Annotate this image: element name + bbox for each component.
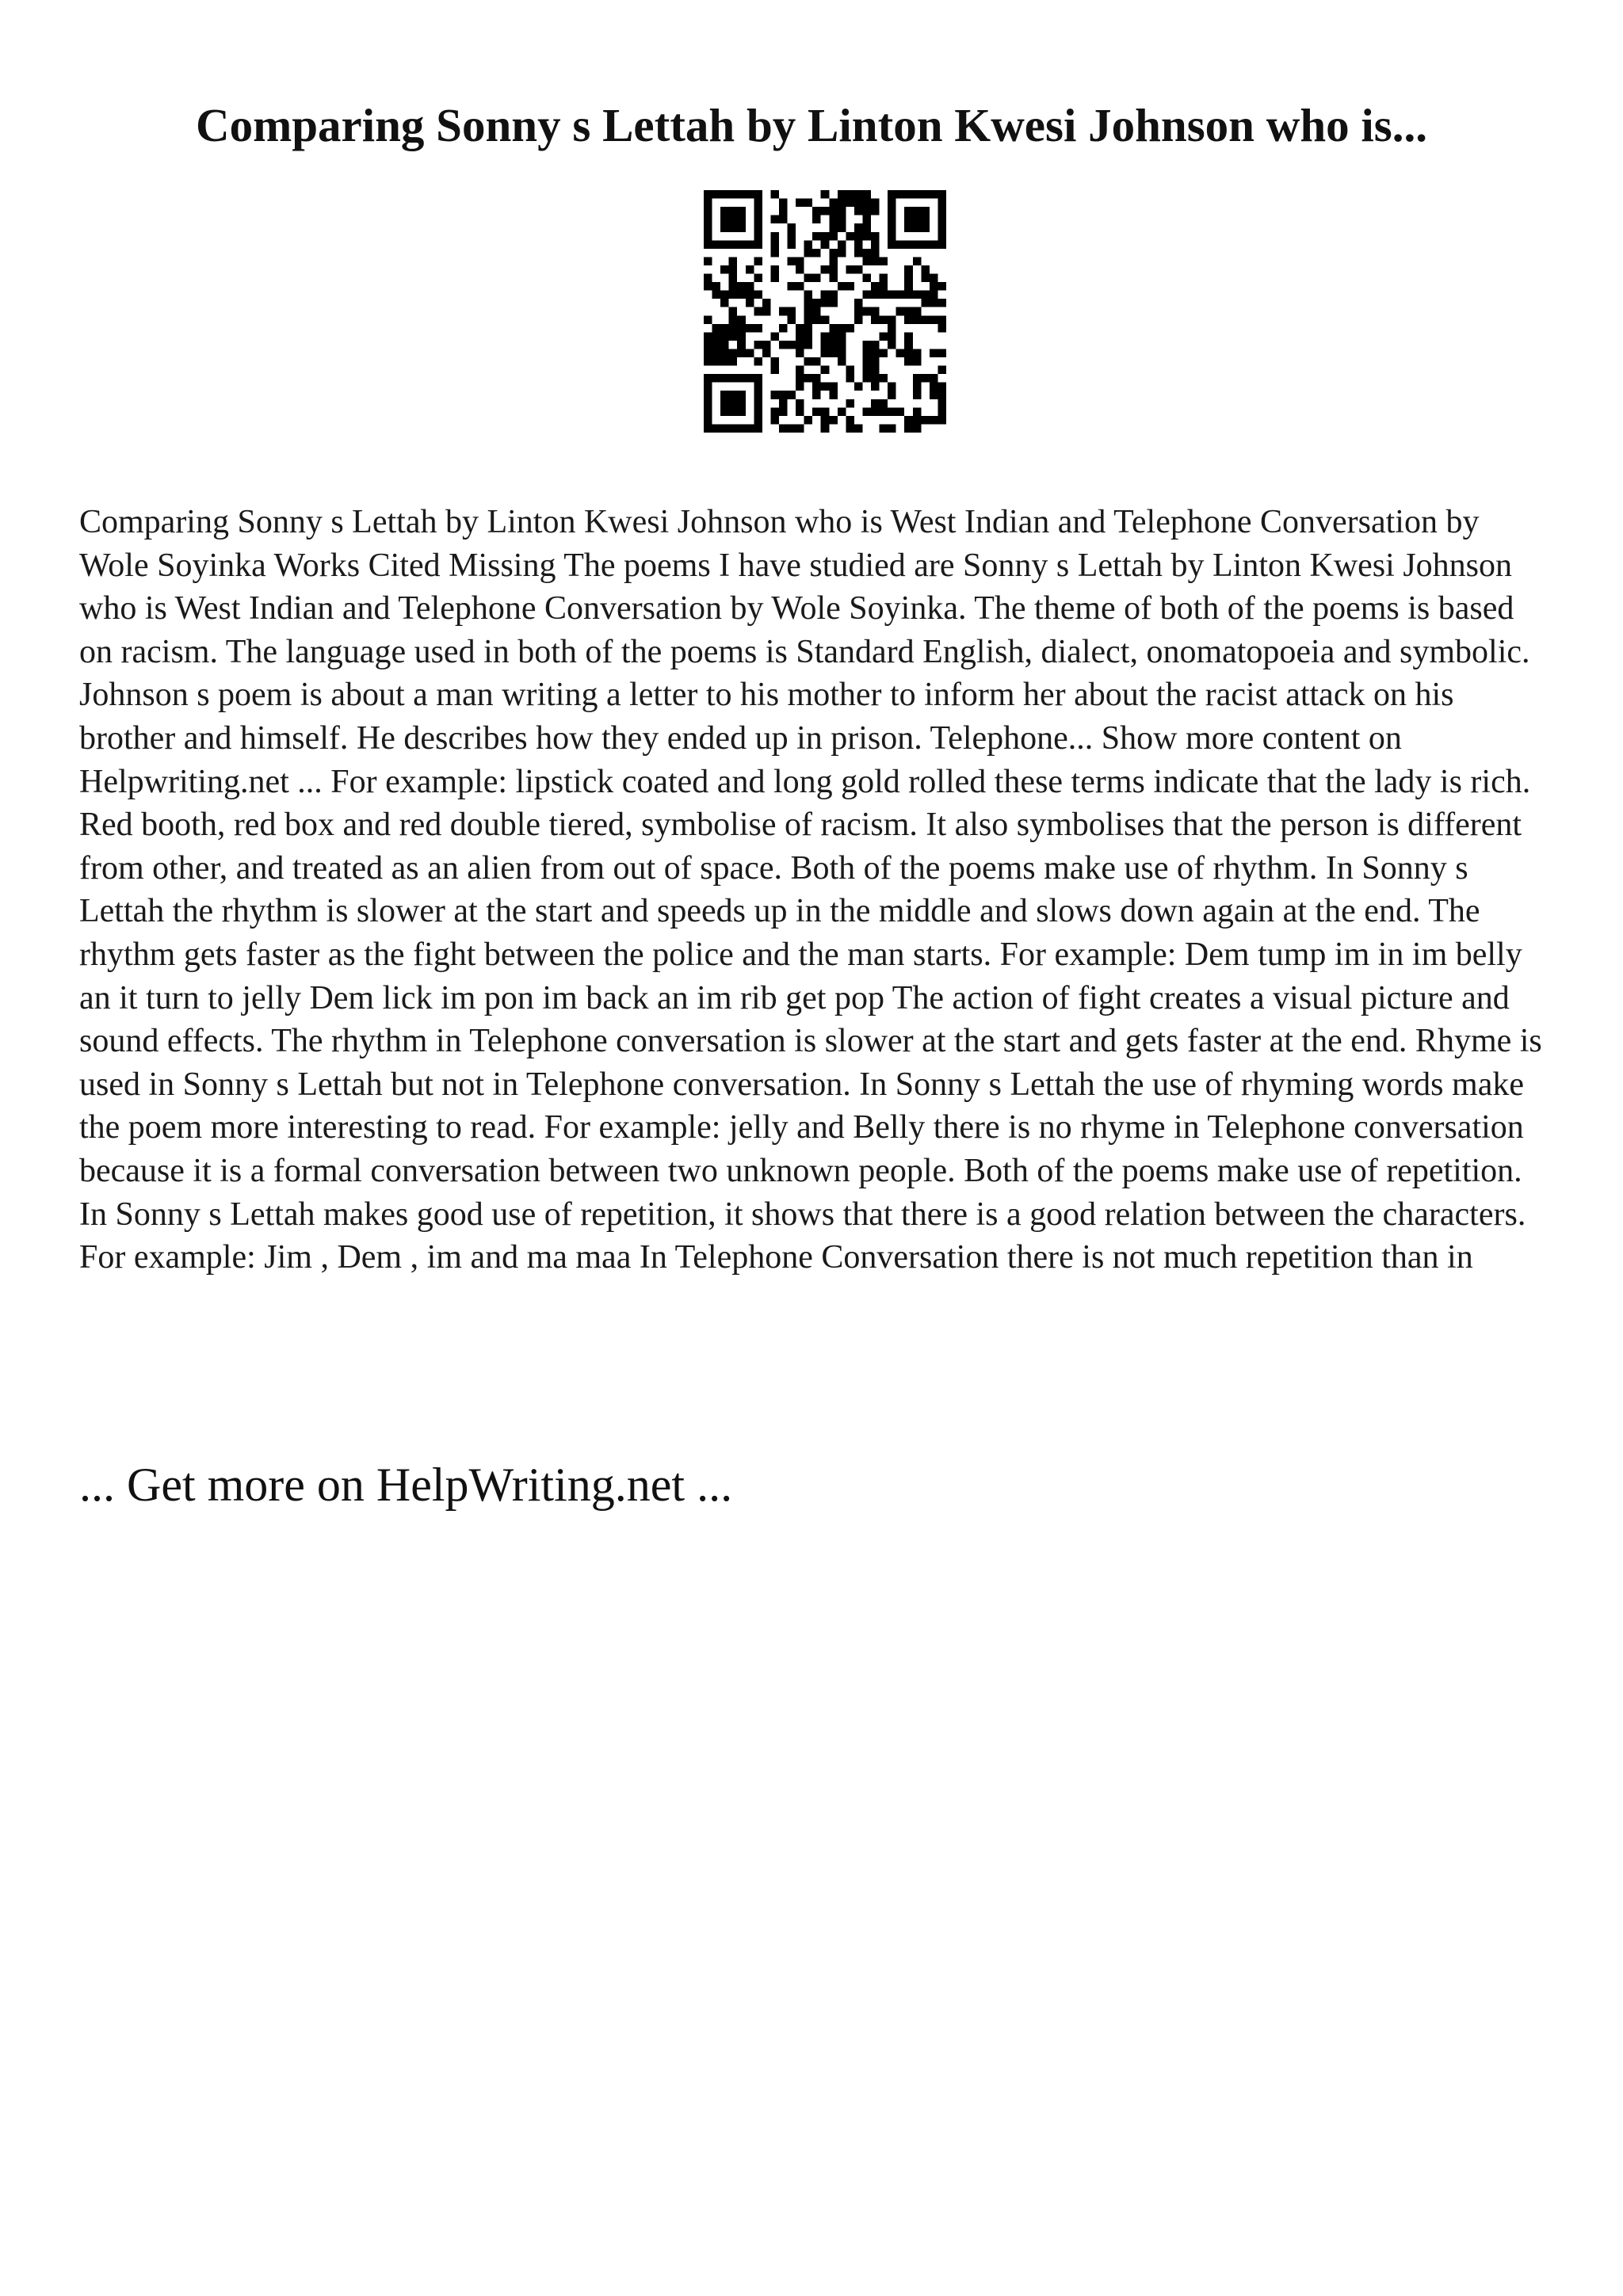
qr-code-icon [704, 190, 946, 433]
document-body: Comparing Sonny s Lettah by Linton Kwesi Johnson who is West Indian and Telephone Conversation by Wole Soyinka Works Cited Missing The poems I have studied are Sonny s Lettah by Linton Kwesi Johnson who is West Indian and Telephone Conversation by Wole Soyinka. The theme of both of the poems is based on racism. The language used in both of the poems is Standard English, dialect, onomatopoeia and symbolic. Johnson s poem is about a man writing a letter to his mother to inform her about the racist attack on his brother and himself. He describes how they ended up in prison. Telephone... Show more content on Helpwriting.net ... For example: lipstick coated and long gold rolled these terms indicate that the lady is rich. Red booth, red box and red double tiered, symbolise of racism. It also symbolises that the person is different from other, and treated as an alien from out of space. Both of the poems make use of rhythm. In Sonny s Lettah the rhythm is slower at the start and speeds up in the middle and slows down again at the end. The rhythm gets faster as the fight between the police and the man starts. For example: Dem tump im in im belly an it turn to jelly Dem lick im pon im back an im rib get pop The action of fight creates a visual picture and sound effects. The rhythm in Telephone conversation is slower at the start and gets faster at the end. Rhyme is used in Sonny s Lettah but not in Telephone conversation. In Sonny s Lettah the use of rhyming words make the poem more interesting to read. For example: jelly and Belly there is no rhyme in Telephone conversation because it is a formal conversation between two unknown people. Both of the poems make use of repetition. In Sonny s Lettah makes good use of repetition, it shows that there is a good relation between the characters. For example: Jim , Dem , im and ma maa In Telephone Conversation there is not much repetition than in [79, 504, 1542, 1276]
qr-code[interactable] [704, 190, 946, 433]
get-more-link[interactable]: ... Get more on HelpWriting.net ... [79, 1459, 733, 1511]
document-title: Comparing Sonny s Lettah by Linton Kwesi Johnson who is... [195, 99, 1428, 151]
